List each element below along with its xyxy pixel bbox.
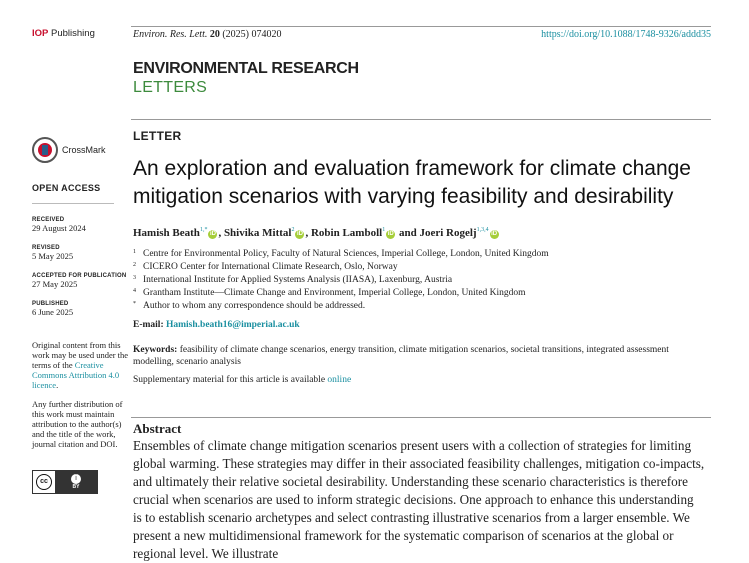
- attribution-statement: Any further distribution of this work must maintain attribution to the author(s) and the title of the work, journal citation and DOI.: [32, 399, 123, 449]
- section-divider: [131, 119, 711, 120]
- crossmark-label: CrossMark: [62, 145, 106, 155]
- journal-year-article: (2025) 074020: [222, 29, 282, 40]
- date-label: ACCEPTED FOR PUBLICATION: [32, 273, 127, 279]
- orcid-icon[interactable]: iD: [387, 231, 394, 237]
- header-rule: [131, 26, 711, 27]
- supplementary-text: Supplementary material for this article is available: [133, 375, 326, 385]
- affiliation-text: Centre for Environmental Policy, Faculty of Natural Sciences, Imperial College, London, United Kingdom: [143, 249, 549, 259]
- author-affil-sup: 2: [291, 227, 295, 233]
- author-list: [133, 227, 500, 239]
- author-separator: and: [396, 227, 420, 239]
- affiliation-num: 3: [133, 275, 136, 281]
- person-icon: i: [71, 474, 81, 484]
- date-revised: [32, 245, 73, 261]
- by-label: BY: [72, 484, 80, 490]
- affiliation-num: *: [133, 301, 136, 307]
- abstract-text: Ensembles of climate change mitigation scenarios present users with a collection of strategies for limiting global warming. These strategies may differ in their associated feasibility challenges, mitigation co-impacts, and ultimately their relative societal desirability. Understanding these scenario characteristics is therefore crucial when scenarios are used to inform strategic decisions. One approach to enhance this understanding is to establish scenario archetypes and select contrasting illustrative scenarios from a larger ensemble. We present a new multidimensional framework for the systematic comparison of scenarios at the global or regional level. We illustrate: [133, 438, 705, 561]
- affiliation-num: 2: [133, 262, 136, 268]
- orcid-icon[interactable]: iD: [491, 231, 498, 237]
- author-affil-sup: 1,*: [199, 227, 208, 233]
- date-value: 5 May 2025: [32, 251, 74, 261]
- article-title: An exploration and evaluation framework for climate change mitigation scenarios with varying feasibility and desirability: [133, 157, 691, 208]
- cc-license-link[interactable]: Creative Commons Attribution 4.0 licence: [32, 360, 120, 390]
- author-name[interactable]: Shivika Mittal: [223, 227, 292, 239]
- cc-icon: [33, 471, 55, 493]
- affiliation-4: [133, 288, 526, 298]
- doi-link[interactable]: https://doi.org/10.1088/1748-9326/addd35: [541, 29, 711, 40]
- supplementary-line: [133, 375, 351, 385]
- email-label: E-mail:: [133, 320, 164, 330]
- cc-by-badge[interactable]: [32, 470, 98, 494]
- supplementary-link[interactable]: online: [327, 375, 352, 385]
- license-statement: [32, 340, 130, 390]
- affiliation-text: CICERO Center for International Climate Research, Oslo, Norway: [143, 262, 398, 272]
- affiliation-text: Grantham Institute—Climate Change and Environment, Imperial College, London, United Kingdom: [143, 288, 526, 298]
- affiliation-corresponding: [133, 301, 365, 311]
- affiliation-1: [133, 249, 549, 259]
- date-label: RECEIVED: [32, 217, 65, 223]
- journal-citation: [133, 29, 282, 40]
- affiliation-num: 1: [133, 249, 136, 255]
- author-affil-sup: 1,3,4: [476, 227, 489, 233]
- journal-name-line2: LETTERS: [133, 79, 208, 96]
- date-label: PUBLISHED: [32, 301, 69, 307]
- keywords-block: [133, 344, 673, 368]
- orcid-icon[interactable]: iD: [296, 231, 303, 237]
- author-affil-sup: 1: [382, 227, 386, 233]
- affiliation-2: [133, 262, 398, 272]
- date-received: [32, 217, 86, 233]
- author-name[interactable]: Joeri Rogelj: [419, 227, 477, 239]
- abstract-divider: [131, 417, 711, 418]
- affiliation-3: [133, 275, 452, 285]
- email-link[interactable]: Hamish.beath16@imperial.ac.uk: [165, 320, 300, 330]
- affiliation-text: Author to whom any correspondence should be addressed.: [143, 301, 366, 311]
- author-separator: ,: [218, 227, 224, 239]
- date-value: 27 May 2025: [32, 279, 78, 289]
- date-value: 6 June 2025: [32, 307, 74, 317]
- journal-volume: 20: [209, 29, 220, 40]
- license-text: Original content from this work may be used under the terms of the: [32, 340, 129, 370]
- iop-publishing-logo[interactable]: [32, 28, 95, 39]
- cc-symbol: cc: [36, 474, 52, 490]
- by-icon: [55, 471, 97, 493]
- journal-name-line1: ENVIRONMENTAL RESEARCH: [133, 60, 359, 77]
- author-name[interactable]: Robin Lamboll: [310, 227, 383, 239]
- abstract-heading: Abstract: [133, 421, 182, 436]
- crossmark-icon: [32, 137, 58, 163]
- date-label: REVISED: [32, 245, 60, 251]
- affiliation-num: 4: [133, 288, 136, 294]
- license-text-end: .: [56, 380, 59, 390]
- date-value: 29 August 2024: [32, 223, 86, 233]
- date-accepted: [32, 273, 126, 289]
- keywords-label: Keywords:: [133, 345, 178, 355]
- orcid-icon[interactable]: iD: [209, 231, 216, 237]
- keywords-text: feasibility of climate change scenarios, energy transition, climate mitigation scenarios, societal transitions, integrated assessment modelling, scenario analysis: [133, 345, 669, 367]
- publishing-label: Publishing: [48, 28, 95, 39]
- article-type: LETTER: [133, 129, 182, 143]
- affiliation-text: International Institute for Applied Systems Analysis (IIASA), Laxenburg, Austria: [143, 275, 453, 285]
- sidebar-divider: [32, 203, 114, 204]
- author-name[interactable]: Hamish Beath: [133, 227, 200, 239]
- iop-logo-mark: IOP: [32, 28, 49, 39]
- author-separator: ,: [305, 227, 311, 239]
- date-published: [32, 301, 73, 317]
- open-access-label: OPEN ACCESS: [32, 183, 101, 193]
- email-line: [133, 320, 300, 330]
- journal-abbrev: Environ. Res. Lett.: [133, 29, 208, 40]
